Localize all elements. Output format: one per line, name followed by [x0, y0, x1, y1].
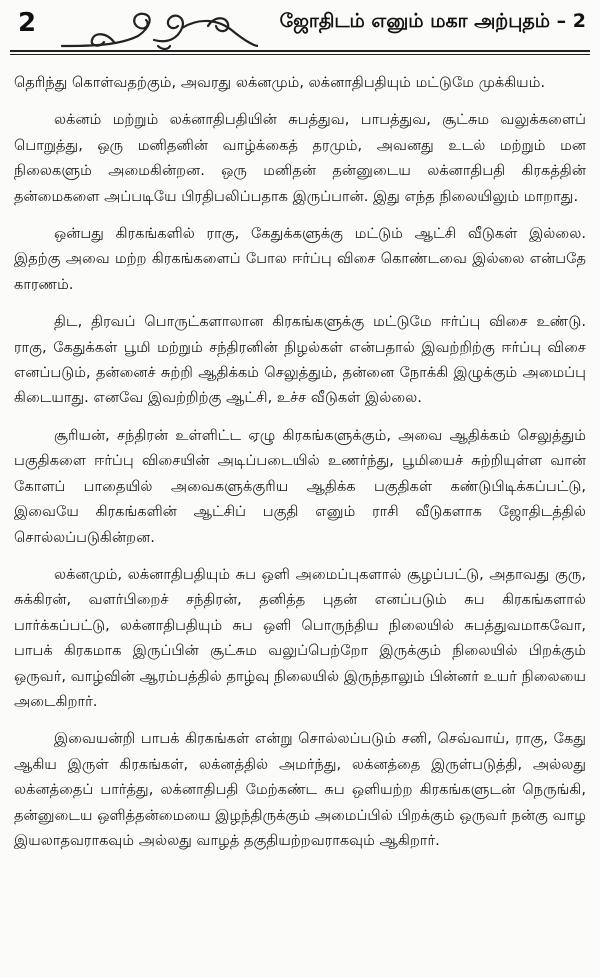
paragraph: சூரியன், சந்திரன் உள்ளிட்ட ஏழு கிரகங்களுக்கும், அவை ஆதிக்கம் செலுத்தும் பகுதிகளை ஈர்ப்பு விசையின் அடிப்படையில் உணர்ந்து, பூமியைச் சுற்றியுள்ள வான் கோளப் பாதையில் அவைகளுக்குரிய ஆதிக்க பகுதிகள் கண்டுபிடிக்கப்பட்டு, இவையே கிரகங்களின் ஆட்சிப் பகுதி எனும் ராசி வீடுகளாக ஜோதிடத்தில் சொல்லப்படுகின்றன. — [14, 426, 586, 546]
paragraph: திட, திரவப் பொருட்களாலான கிரகங்களுக்கு மட்டுமே ஈர்ப்பு விசை உண்டு. ராகு, கேதுக்கள் பூமி மற்றும் சந்திரனின் நிழல்கள் என்பதால் இவற்றிற்கு ஈர்ப்பு விசை எனப்படும், தன்னைச் சுற்றி ஆதிக்கம் செலுத்தும், தன்னை நோக்கி இழுக்கும் அமைப்பு கிடையாது. எனவே இவற்றிற்கு ஆட்சி, உச்ச வீடுகள் இல்லை. — [14, 313, 586, 407]
scroll-ornament-icon — [58, 6, 258, 56]
page-title: ஜோதிடம் எனும் மகா அற்புதம் – 2 — [279, 10, 586, 32]
page-number: 2 — [18, 8, 37, 38]
body-text — [14, 70, 586, 865]
paragraph: இவையன்றி பாபக் கிரகங்கள் என்று சொல்லப்படும் சனி, செவ்வாய், ராகு, கேது ஆகிய இருள் கிரகங்கள், லக்னத்தில் அமர்ந்து, லக்னத்தை இருள்படுத்தி, அல்லது லக்னத்தைப் பார்த்து, லக்னாதிபதி மேற்கண்ட சுப ஒளியற்ற கிரகங்களுடன் நெருங்கி, தன்னுடைய ஒளித்தன்மையை இழந்திருக்கும் அமைப்பில் பிறக்கும் ஒருவர் நன்கு வாழ இயலாதவராகவும் அல்லது வாழத் தகுதியற்றவராகவும் ஆகிறார். — [14, 730, 586, 849]
header-divider — [10, 50, 590, 52]
paragraph: லக்னம் மற்றும் லக்னாதிபதியின் சுபத்துவ, பாபத்துவ, சூட்சும வலுக்களைப் பொறுத்து, ஒரு மனிதனின் வாழ்க்கைத் தரமும், அவனது உடல் மற்றும் மன நிலைகளும் அமைகின்றன. ஒரு மனிதன் தன்னுடைய லக்னாதிபதி கிரகத்தின் தன்மைகளை அப்படியே பிரதிபலிப்பதாக இருப்பான். இது எந்த நிலையிலும் மாறாது. — [14, 111, 586, 205]
paragraph: ஒன்பது கிரகங்களில் ராகு, கேதுக்களுக்கு மட்டும் ஆட்சி வீடுகள் இல்லை. இதற்கு அவை மற்ற கிரகங்களைப் போல ஈர்ப்பு விசை கொண்டவை இல்லை என்பதே காரணம். — [14, 225, 586, 293]
paragraph: தெரிந்து கொள்வதற்கும், அவரது லக்னமும், லக்னாதிபதியும் மட்டுமே முக்கியம். — [14, 74, 546, 91]
page-header — [0, 0, 600, 60]
header-divider-thin — [10, 54, 590, 55]
paragraph: லக்னமும், லக்னாதிபதியும் சுப ஒளி அமைப்புகளால் சூழப்பட்டு, அதாவது குரு, சுக்கிரன், வளர்பிறைச் சந்திரன், தனித்த புதன் எனப்படும் சுப கிரகங்களால் பார்க்கப்பட்டு, லக்னாதிபதியும் சுப ஒளி பொருந்திய நிலையில் சுபத்துவமாகவோ, பாபக் கிரகமாக இருப்பின் சூட்சும வலுப்பெற்றோ இருக்கும் நிலையில் பிறக்கும் ஒருவர், வாழ்வின் ஆரம்பத்தில் தாழ்வு நிலையில் இருந்தாலும் பின்னர் உயர் நிலையை அடைகிறார். — [14, 565, 586, 710]
